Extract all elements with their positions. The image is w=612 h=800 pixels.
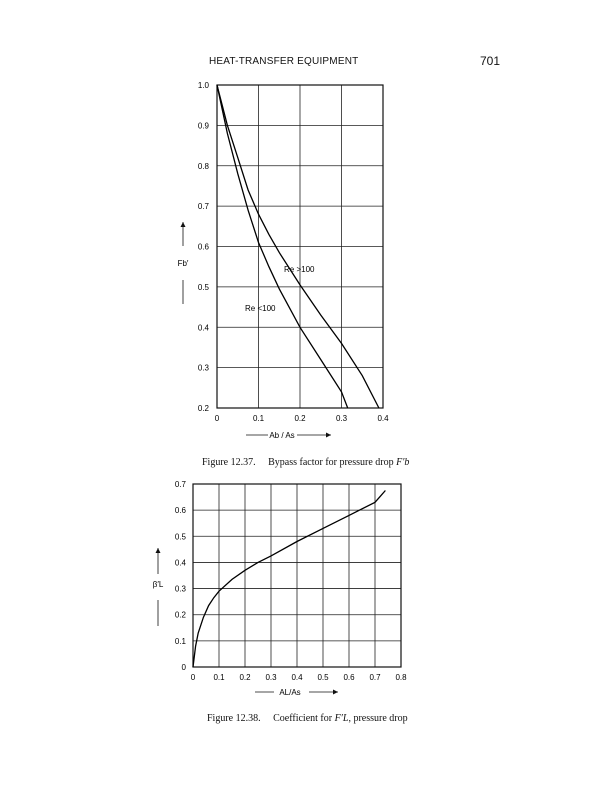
x-axis-label: Ab / As — [269, 431, 295, 440]
series-label-re-gt-100: Re >100 — [284, 265, 315, 274]
running-title: HEAT-TRANSFER EQUIPMENT — [209, 56, 359, 67]
y-tick-label: 0.4 — [197, 323, 209, 333]
x-tick-label: 0.3 — [265, 673, 277, 682]
y-tick-label: 1.0 — [197, 81, 209, 90]
x-tick-label: 0.1 — [213, 673, 225, 682]
caption-text: Coefficient for — [273, 713, 333, 724]
y-tick-label: 0.2 — [197, 404, 209, 413]
x-tick-label: 0.2 — [294, 414, 306, 423]
y-tick-label: 0.1 — [174, 636, 186, 646]
caption-symbol: F′L — [334, 713, 349, 724]
x-tick-label: 0 — [190, 673, 196, 682]
x-tick-label: 0.4 — [377, 414, 389, 423]
x-tick-label: 0.5 — [317, 673, 329, 682]
x-tick-label: 0.4 — [291, 673, 303, 682]
y-tick-label: 0.2 — [174, 610, 186, 620]
y-axis-label: Fb′ — [177, 259, 189, 268]
grid — [193, 484, 401, 667]
x-tick-label: 0.1 — [252, 414, 265, 423]
y-tick-label: 0.5 — [174, 532, 186, 542]
y-axis-label: β′L — [152, 580, 164, 589]
caption-text: Bypass factor for pressure drop — [268, 457, 394, 468]
y-tick-label: 0.3 — [197, 363, 209, 373]
y-tick-label: 0.8 — [197, 161, 209, 171]
x-tick-label: 0.3 — [335, 414, 348, 423]
figure-12-38-caption — [207, 713, 408, 724]
y-axis-arrowhead — [156, 548, 161, 553]
series-label-re-lt-100: Re <100 — [245, 304, 276, 313]
y-tick-label: 0.6 — [174, 506, 186, 516]
x-axis-arrowhead — [333, 690, 338, 695]
figure-number: Figure 12.38. — [207, 713, 261, 724]
figure-number: Figure 12.37. — [202, 457, 256, 468]
x-tick-label: 0.8 — [395, 673, 407, 682]
x-tick-label: 0.2 — [239, 673, 251, 682]
x-tick-label: 0 — [214, 414, 220, 423]
x-tick-label: 0.7 — [369, 673, 381, 682]
y-tick-label: 0.7 — [174, 480, 186, 489]
figure-12-37-caption — [202, 457, 409, 468]
caption-symbol: F′b — [396, 457, 410, 468]
y-tick-label: 0.4 — [174, 558, 186, 568]
y-tick-label: 0.9 — [197, 121, 209, 131]
x-axis-label: AL/As — [279, 688, 301, 697]
y-tick-label: 0 — [181, 663, 186, 672]
page-number: 701 — [480, 54, 501, 68]
y-tick-label: 0.7 — [197, 202, 209, 212]
x-tick-label: 0.6 — [343, 673, 355, 682]
caption-tail: , pressure drop — [348, 713, 408, 724]
y-tick-label: 0.5 — [197, 282, 209, 292]
y-tick-label: 0.3 — [174, 584, 186, 594]
y-tick-label: 0.6 — [197, 242, 209, 252]
